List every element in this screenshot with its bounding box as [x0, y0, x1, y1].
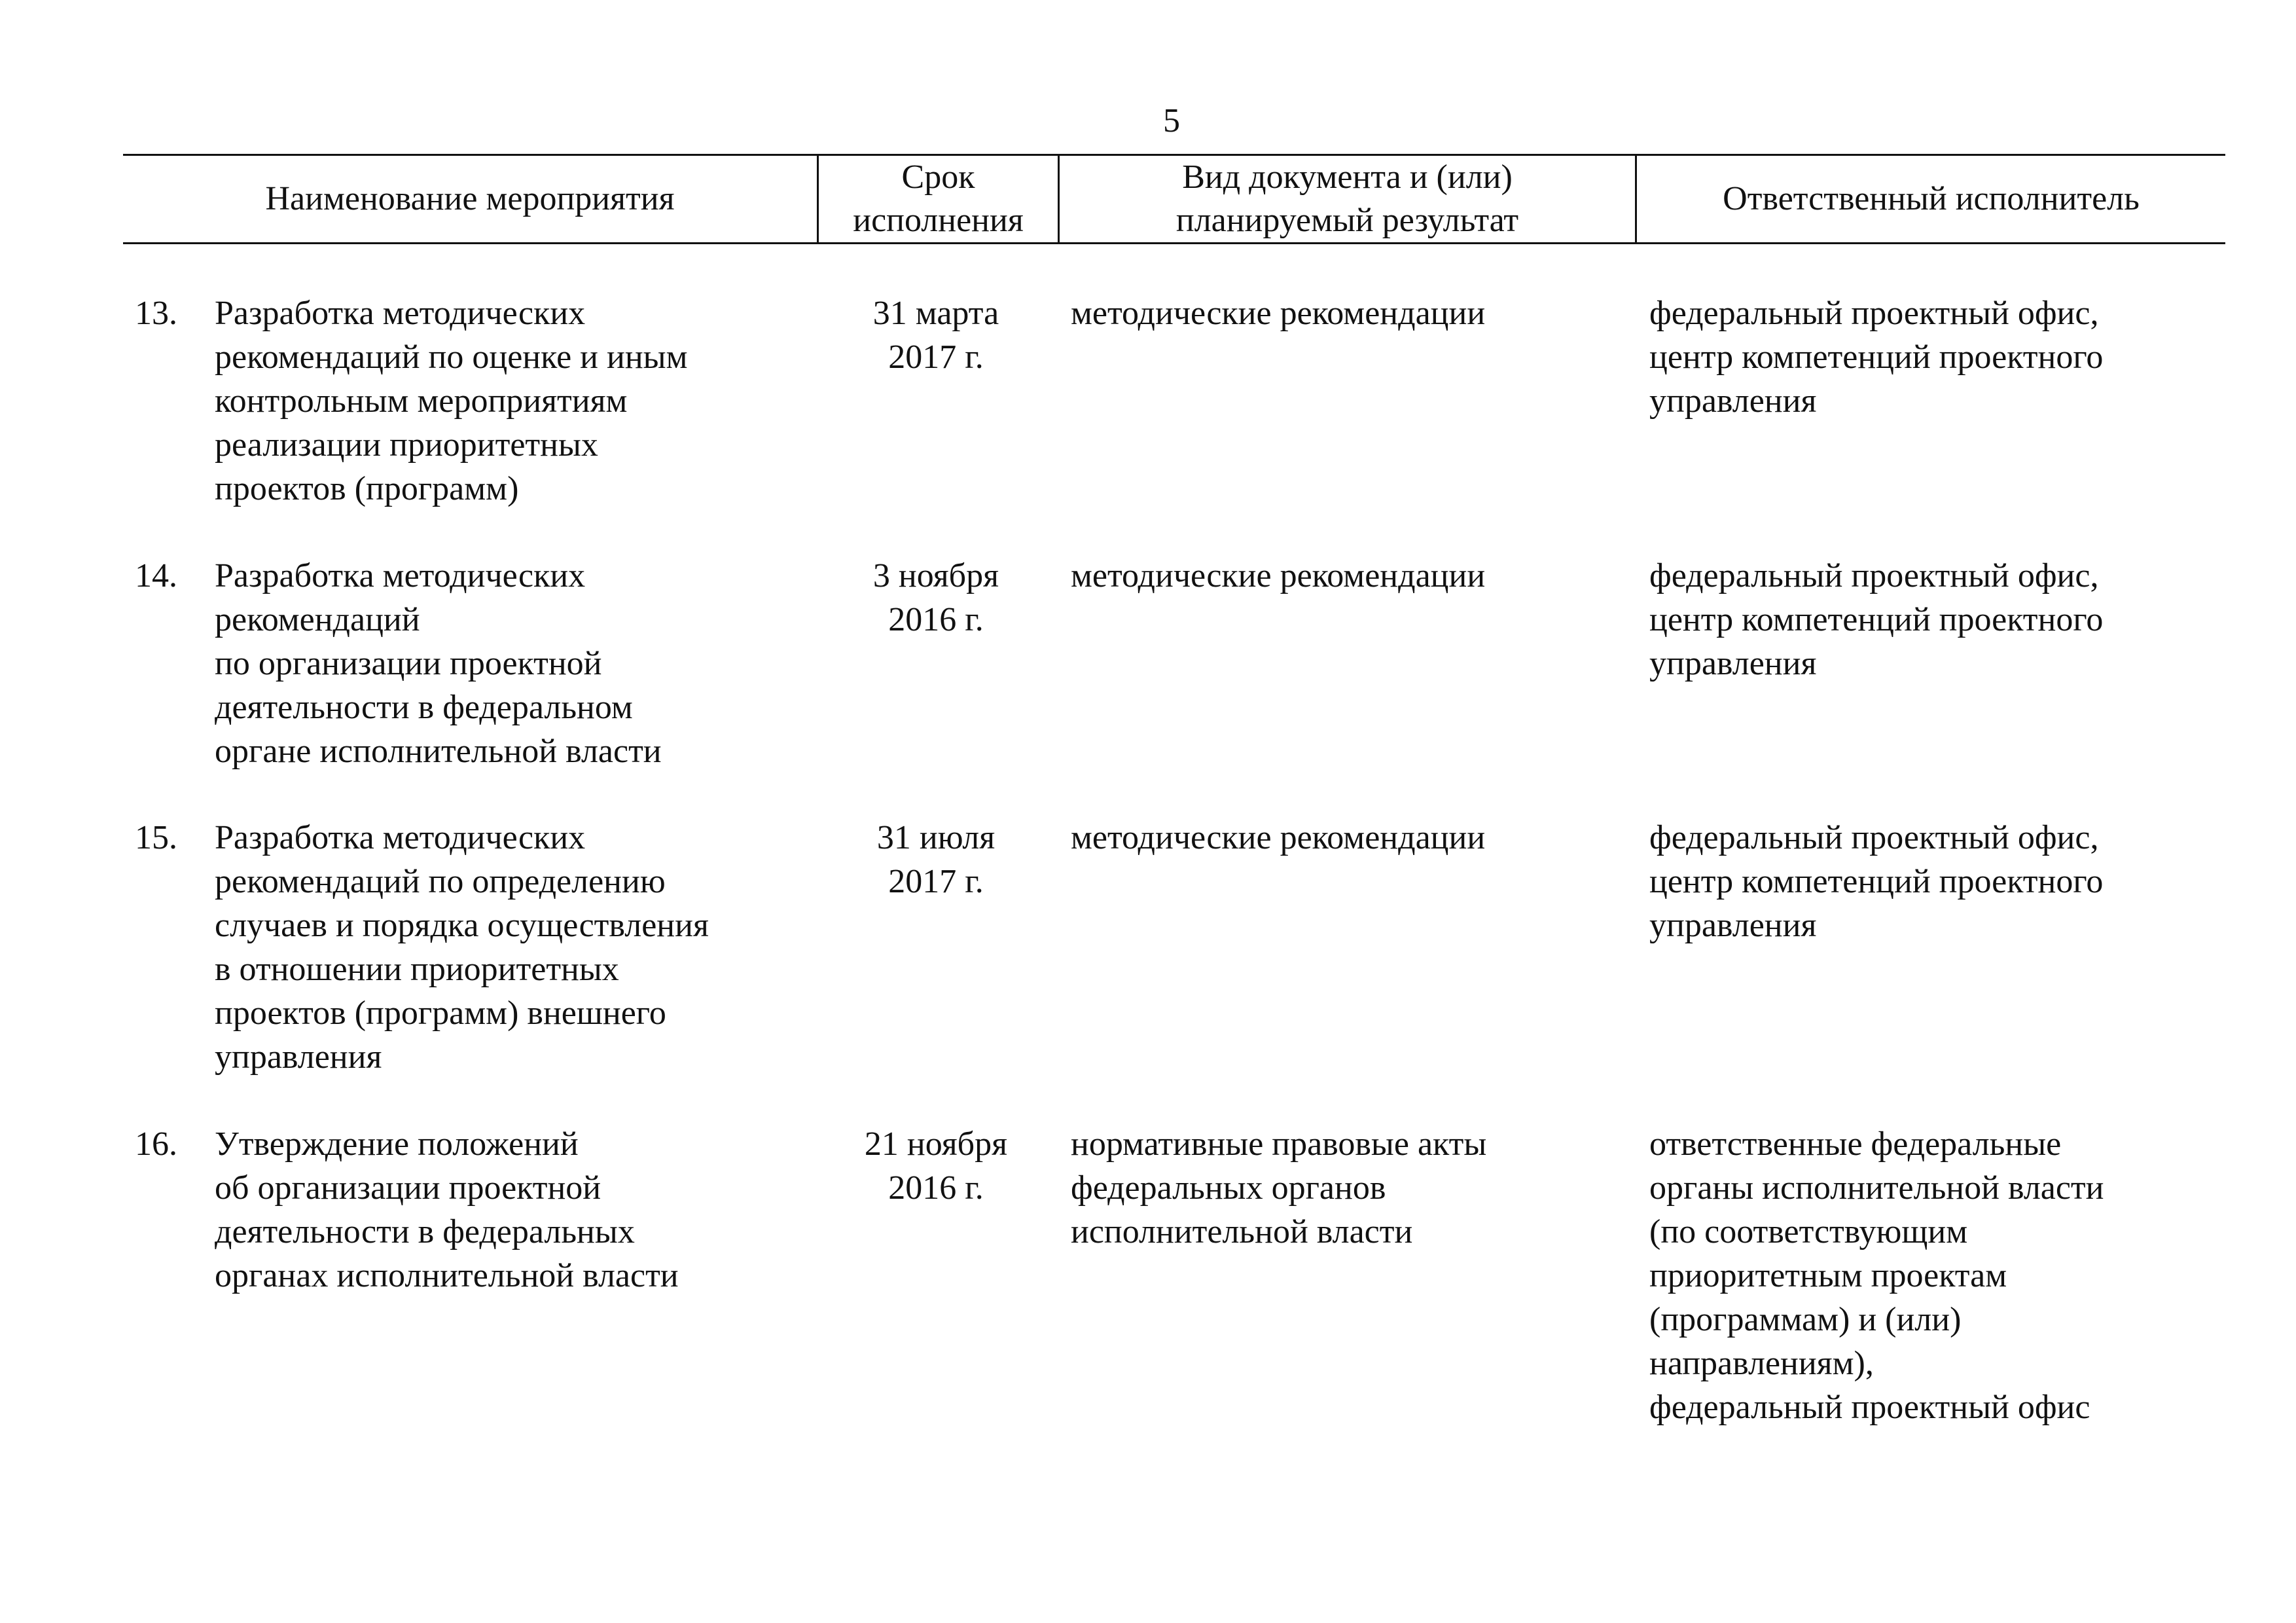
document-result: нормативные правовые акты федеральных органов исполнительной власти: [1071, 1125, 1487, 1250]
deadline: 31 июля 2017 г.: [876, 819, 996, 900]
row-number: 16.: [135, 1125, 177, 1163]
row-number: 13.: [135, 295, 177, 332]
table-header-bottom-rule: [123, 242, 2225, 244]
responsible-executor: федеральный проектный офис, центр компетенций проектного управления: [1649, 819, 2104, 944]
responsible-executor: ответственные федеральные органы исполнительной власти (по соответствующим приоритетным проектам (программам) и (или) направлениям), федеральный проектный офис: [1649, 1125, 2104, 1426]
column-header-result: Вид документа и (или) планируемый результат: [1175, 158, 1519, 239]
document-result: методические рекомендации: [1071, 557, 1486, 594]
deadline: 31 марта 2017 г.: [872, 295, 999, 376]
event-name: Разработка методических рекомендаций по оценке и иным контрольным мероприятиям реализации приоритетных проектов (программ): [215, 295, 688, 507]
column-header-name: Наименование мероприятия: [265, 180, 675, 217]
event-name: Разработка методических рекомендаций по определению случаев и порядка осуществления в отношении приоритетных проектов (программ) внешнего управления: [215, 819, 709, 1076]
document-result: методические рекомендации: [1071, 819, 1486, 856]
column-header-executor: Ответственный исполнитель: [1723, 180, 2140, 217]
row-number: 14.: [135, 557, 177, 594]
column-header-deadline: Срок исполнения: [853, 158, 1024, 239]
responsible-executor: федеральный проектный офис, центр компетенций проектного управления: [1649, 295, 2104, 420]
deadline: 21 ноября 2016 г.: [864, 1125, 1008, 1207]
page-number: 5: [1163, 102, 1180, 139]
row-number: 15.: [135, 819, 177, 856]
event-name: Разработка методических рекомендаций по организации проектной деятельности в федеральном органе исполнительной власти: [215, 557, 662, 770]
event-name: Утверждение положений об организации проектной деятельности в федеральных органах исполнительной власти: [215, 1125, 679, 1294]
deadline: 3 ноября 2016 г.: [872, 557, 999, 638]
document-result: методические рекомендации: [1071, 295, 1486, 332]
responsible-executor: федеральный проектный офис, центр компетенций проектного управления: [1649, 557, 2104, 682]
